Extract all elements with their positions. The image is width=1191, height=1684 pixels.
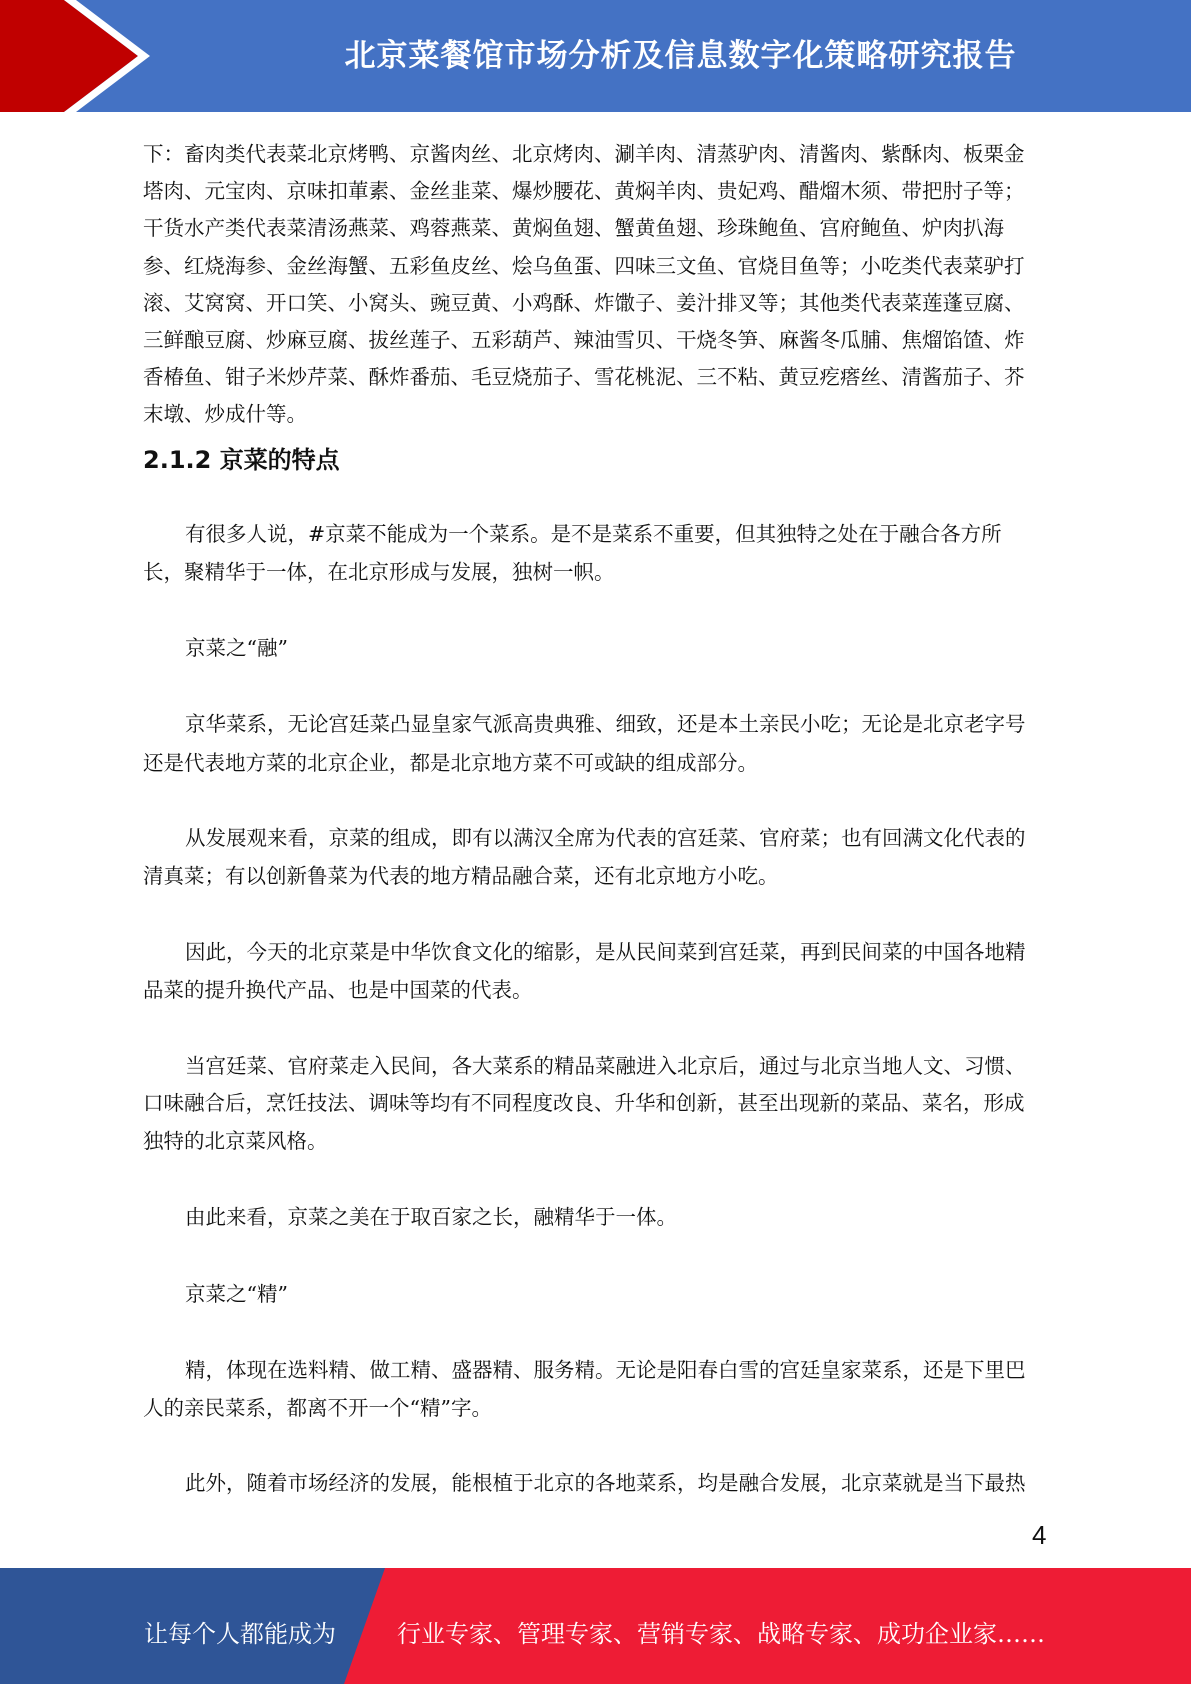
paragraph-line: 长，聚精华于一体，在北京形成与发展，独树一帜。 [143,560,615,584]
text-line: 参、红烧海参、金丝海蟹、五彩鱼皮丝、烩乌鱼蛋、四味三文鱼、官烧目鱼等；小吃类代表菜驴打 [143,253,1025,278]
paragraph-line: 由此来看，京菜之美在于取百家之长，融精华于一体。 [185,1205,677,1229]
paragraph-line: 精，体现在选料精、做工精、盛器精、服务精。无论是阳春白雪的宫廷皇家菜系，还是下里巴 [185,1358,1026,1382]
report-title: 北京菜餐馆市场分析及信息数字化策略研究报告 [344,38,1017,74]
paragraph-line: 此外，随着市场经济的发展，能根植于北京的各地菜系，均是融合发展，北京菜就是当下最热 [185,1471,1026,1495]
paragraph-line: 因此，今天的北京菜是中华饮食文化的缩影，是从民间菜到宫廷菜，再到民间菜的中国各地精 [185,940,1026,964]
text-line: 三鲜酿豆腐、炒麻豆腐、拔丝莲子、五彩葫芦、辣油雪贝、干烧冬笋、麻酱冬瓜脯、焦熘馅馇、炸 [143,328,1025,352]
paragraph-line: 清真菜；有以创新鲁菜为代表的地方精品融合菜，还有北京地方小吃。 [143,864,779,888]
paragraph-line: 人的亲民菜系，都离不开一个“精”字。 [143,1396,492,1420]
paragraph-line: 口味融合后，烹饪技法、调味等均有不同程度改良、升华和创新，甚至出现新的菜品、菜名，形成 [143,1091,1025,1115]
paragraph-line: 有很多人说，#京菜不能成为一个菜系。是不是菜系不重要，但其独特之处在于融合各方所 [185,522,1002,546]
paragraph-line: 品菜的提升换代产品、也是中国菜的代表。 [143,978,533,1002]
text-line: 香椿鱼、钳子米炒芹菜、酥炸番茄、毛豆烧茄子、雪花桃泥、三不粘、黄豆疙瘩丝、清酱茄子、芥 [143,365,1025,390]
footer-slogan-left: 让每个人都能成为 [144,1620,336,1648]
paragraph-line: 京华菜系，无论宫廷菜凸显皇家气派高贵典雅、细致，还是本土亲民小吃；无论是北京老字号 [185,712,1026,736]
page-number: 4 [1032,1520,1047,1550]
text-line: 末墩、炒成什等。 [143,402,307,427]
text-line: 下：畜肉类代表菜北京烤鸭、京酱肉丝、北京烤肉、涮羊肉、清蒸驴肉、清酱肉、紫酥肉、板栗金 [143,142,1025,166]
report-header [0,0,1191,112]
text-line: 塔肉、元宝肉、京味扣莗素、金丝韭菜、爆炒腰花、黄焖羊肉、贵妃鸡、醋熘木须、带把肘子等； [143,179,1025,204]
paragraph-line: 从发展观来看，京菜的组成，即有以满汉全席为代表的宫廷菜、官府菜；也有回满文化代表的 [185,826,1026,850]
text-line: 滚、艾窝窝、开口笑、小窝头、豌豆黄、小鸡酥、炸馓子、姜汁排叉等；其他类代表菜莲蓬豆腐、 [143,290,1025,315]
paragraph-line: 独特的北京菜风格。 [143,1129,328,1153]
section-heading: 2.1.2 京菜的特点 [143,446,340,474]
paragraph-line: 当宫廷菜、官府菜走入民间，各大菜系的精品菜融进入北京后，通过与北京当地人文、习惯、 [185,1054,1026,1078]
paragraph-line: 京菜之“精” [185,1282,288,1306]
paragraph-line: 还是代表地方菜的北京企业，都是北京地方菜不可或缺的组成部分。 [143,751,758,775]
paragraph-line: 京菜之“融” [185,636,288,660]
text-line: 干货水产类代表菜清汤燕菜、鸡蓉燕菜、黄焖鱼翅、蟹黄鱼翅、珍珠鲍鱼、宫府鲍鱼、炉肉扒海 [143,216,1004,241]
footer-slogan-right: 行业专家、管理专家、营销专家、战略专家、成功企业家…… [397,1620,1045,1648]
